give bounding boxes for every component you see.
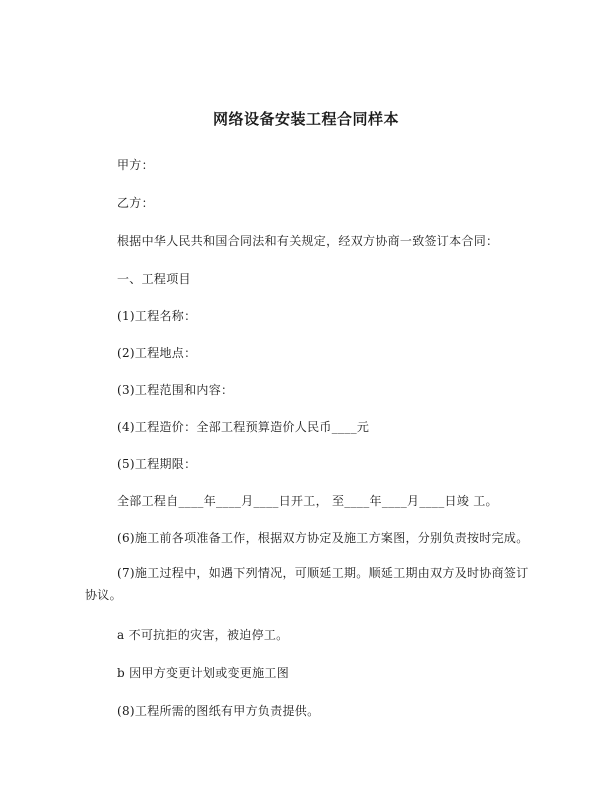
item-project-location: (2)工程地点： (117, 346, 197, 360)
preamble-paragraph: 根据中华人民共和国合同法和有关规定，经双方协商一致签订本合同： (117, 234, 499, 248)
item-project-scope: (3)工程范围和内容： (117, 383, 234, 397)
party-a-line: 甲方： (117, 158, 154, 172)
document-title: 网络设备安装工程合同样本 (212, 110, 399, 128)
item-project-period: (5)工程期限： (117, 457, 197, 471)
item-preparation: (6)施工前各项准备工作，根据双方协定及施工方案图，分别负责按时完成。 (117, 531, 529, 545)
item-project-cost: (4)工程造价：全部工程预算造价人民币____元 (117, 420, 370, 434)
item-drawings: (8)工程所需的图纸有甲方负责提供。 (117, 704, 320, 718)
item-extension: (7)施工过程中，如遇下列情况，可顺延工期。顺延工期由双方及时协商签订协议。 (85, 566, 529, 602)
section-heading-project: 一、工程项目 (117, 272, 191, 286)
item-extension-b: b 因甲方变更计划或变更施工图 (117, 666, 289, 680)
party-b-line: 乙方： (117, 196, 154, 210)
item-extension-a: a 不可抗拒的灾害，被迫停工。 (117, 628, 289, 642)
schedule-line: 全部工程自____年____月____日开工， 至____年____月____日竣 工。 (117, 494, 498, 508)
item-project-name: (1)工程名称： (117, 309, 197, 323)
